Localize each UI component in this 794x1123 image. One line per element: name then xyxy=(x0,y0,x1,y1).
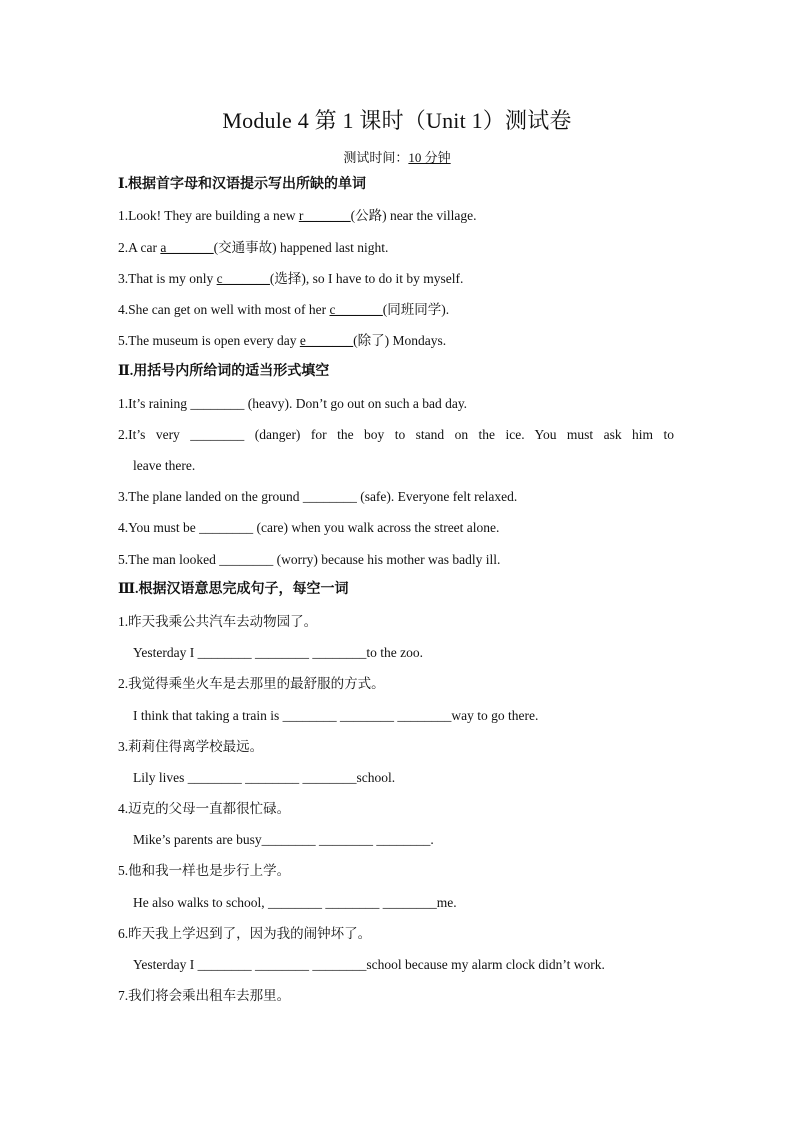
section-2-question-2-continued: leave there. xyxy=(133,458,196,473)
test-time-label: 测试时间： xyxy=(343,150,409,165)
section-3-question-6-english: Yesterday I ________ ________ ________school because my alarm clock didn’t work. xyxy=(133,957,605,972)
answer-blank[interactable]: e_______ xyxy=(299,333,354,348)
question-text: 3.That is my only xyxy=(118,271,217,286)
section-2-question-1: 1.It’s raining ________ (heavy). Don’t go out on such a bad day. xyxy=(118,396,468,411)
test-time-value: 10 分钟 xyxy=(408,150,451,165)
section-2-question-5: 5.The man looked ________ (worry) because his mother was badly ill. xyxy=(118,552,501,567)
section-3-question-4-chinese: 4.迈克的父母一直都很忙碌。 xyxy=(118,801,291,816)
question-text: (同班同学). xyxy=(382,302,450,317)
answer-blank[interactable]: c_______ xyxy=(329,302,383,317)
section-1-question-1 xyxy=(118,207,477,225)
question-text: 1.Look! They are building a new xyxy=(118,208,299,223)
question-text: (公路) near the village. xyxy=(350,208,477,223)
section-2-question-3: 3.The plane landed on the ground ________ (safe). Everyone felt relaxed. xyxy=(118,489,518,504)
question-text: 4.She can get on well with most of her xyxy=(118,302,330,317)
page-title: Module 4 第 1 课时（Unit 1）测试卷 xyxy=(222,108,572,133)
section-2-question-2: 2.It’s very ________ (danger) for the boy to stand on the ice. You must ask him to xyxy=(118,427,674,442)
section-1-heading: Ⅰ.根据首字母和汉语提示写出所缺的单词 xyxy=(118,177,367,192)
section-3-question-1-chinese: 1.昨天我乘公共汽车去动物园了。 xyxy=(118,614,318,629)
section-2-heading: Ⅱ.用括号内所给词的适当形式填空 xyxy=(118,364,330,379)
question-text: (选择), so I have to do it by myself. xyxy=(269,271,464,286)
question-text: 2.A car xyxy=(118,240,161,255)
section-1-question-4 xyxy=(118,301,449,319)
section-3-question-2-chinese: 2.我觉得乘坐火车是去那里的最舒服的方式。 xyxy=(118,676,385,691)
section-3-heading: Ⅲ.根据汉语意思完成句子，每空一词 xyxy=(118,582,349,597)
answer-blank[interactable]: r_______ xyxy=(298,208,351,223)
section-3-question-5-english: He also walks to school, ________ ________ ________me. xyxy=(133,895,457,910)
section-3-question-4-english: Mike’s parents are busy________ ________ ________. xyxy=(133,832,434,847)
answer-blank[interactable]: a_______ xyxy=(160,240,214,255)
section-3-question-3-chinese: 3.莉莉住得离学校最远。 xyxy=(118,739,264,754)
answer-blank[interactable]: c_______ xyxy=(216,271,270,286)
section-3-question-3-english: Lily lives ________ ________ ________school. xyxy=(133,770,396,785)
test-time xyxy=(0,147,794,166)
section-3-question-7-chinese: 7.我们将会乘出租车去那里。 xyxy=(118,988,291,1003)
section-2-question-4: 4.You must be ________ (care) when you walk across the street alone. xyxy=(118,520,500,535)
question-text: (交通事故) happened last night. xyxy=(213,240,389,255)
question-text: 5.The museum is open every day xyxy=(118,333,300,348)
section-3-question-2-english: I think that taking a train is ________ ________ ________way to go there. xyxy=(133,708,539,723)
question-text: (除了) Mondays. xyxy=(353,333,447,348)
section-3-question-1-english: Yesterday I ________ ________ ________to the zoo. xyxy=(133,645,423,660)
section-1-question-3 xyxy=(118,270,463,288)
section-3-question-5-chinese: 5.他和我一样也是步行上学。 xyxy=(118,863,291,878)
section-1-question-5 xyxy=(118,332,446,350)
section-1-question-2 xyxy=(118,239,388,257)
section-3-question-6-chinese: 6.昨天我上学迟到了，因为我的闹钟坏了。 xyxy=(118,926,372,941)
